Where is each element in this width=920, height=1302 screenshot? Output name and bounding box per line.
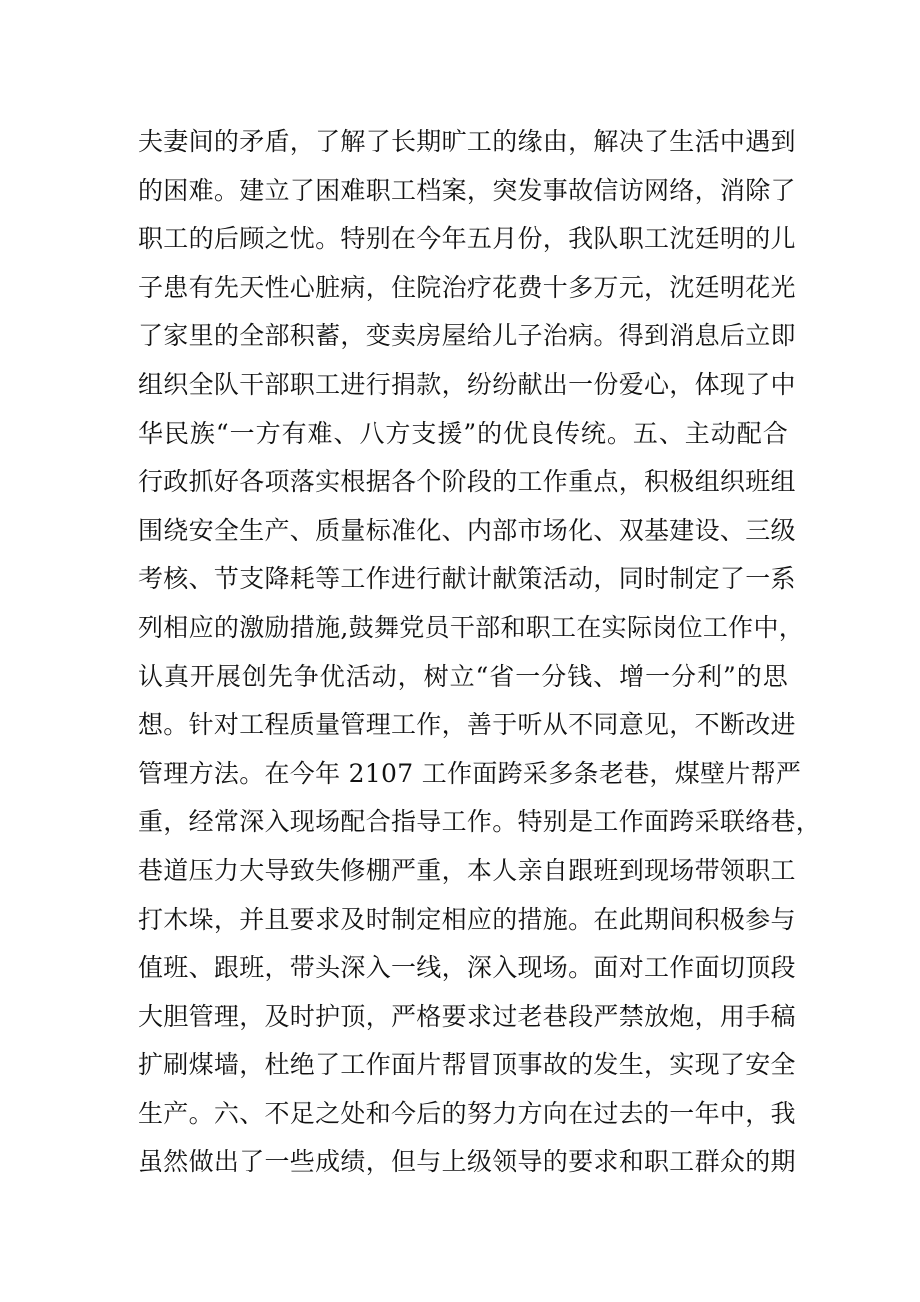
- text-line: 打木垛，并且要求及时制定相应的措施。在此期间积极参与: [138, 904, 796, 934]
- text-line: 围绕安全生产、质量标准化、内部市场化、双基建设、三级: [138, 515, 796, 545]
- text-line: 大胆管理，及时护顶，严格要求过老巷段严禁放炮，用手稿: [138, 1001, 796, 1031]
- text-line: 认真开展创先争优活动，树立“省一分钱、增一分利”的思: [138, 661, 788, 691]
- text-line: 生产。六、不足之处和今后的努力方向在过去的一年中，我: [138, 1098, 796, 1128]
- text-line: 重，经常深入现场配合指导工作。特别是工作面跨采联络巷，: [138, 807, 822, 837]
- body-text: [138, 118, 822, 1187]
- text-line: 华民族“一方有难、八方支援”的优良传统。五、主动配合: [138, 418, 788, 448]
- text-line: 行政抓好各项落实根据各个阶段的工作重点，积极组织班组: [138, 467, 796, 497]
- text-line: 值班、跟班，带头深入一线，深入现场。面对工作面切顶段: [138, 953, 796, 983]
- text-line: 巷道压力大导致失修棚严重，本人亲自跟班到现场带领职工: [138, 855, 796, 885]
- text-line: 虽然做出了一些成绩，但与上级领导的要求和职工群众的期: [138, 1147, 796, 1177]
- text-line: 职工的后顾之忧。特别在今年五月份，我队职工沈廷明的儿: [138, 224, 796, 254]
- text-line: 管理方法。在今年 2107 工作面跨采多条老巷，煤壁片帮严: [138, 758, 802, 788]
- text-line: 了家里的全部积蓄，变卖房屋给儿子治病。得到消息后立即: [138, 321, 796, 351]
- text-line: 扩刷煤墙，杜绝了工作面片帮冒顶事故的发生，实现了安全: [138, 1050, 796, 1080]
- text-line: 子患有先天性心脏病，住院治疗花费十多万元，沈廷明花光: [138, 272, 796, 302]
- text-line: 考核、节支降耗等工作进行献计献策活动，同时制定了一系: [138, 564, 796, 594]
- text-line: 想。针对工程质量管理工作，善于听从不同意见，不断改进: [138, 710, 796, 740]
- text-line: 列相应的激励措施,鼓舞党员干部和职工在实际岗位工作中，: [138, 612, 805, 642]
- text-line: 的困难。建立了困难职工档案，突发事故信访网络，消除了: [138, 175, 796, 205]
- text-line: 夫妻间的矛盾，了解了长期旷工的缘由，解决了生活中遇到: [138, 127, 796, 156]
- text-line: 组织全队干部职工进行捐款，纷纷献出一份爱心，体现了中: [138, 369, 796, 399]
